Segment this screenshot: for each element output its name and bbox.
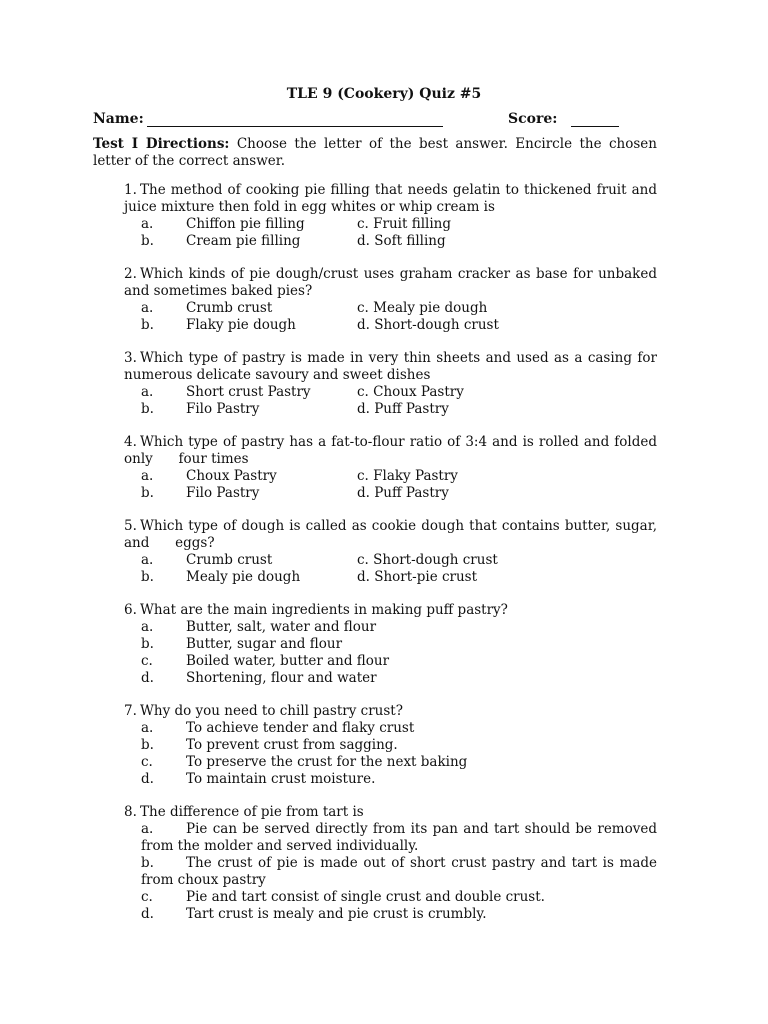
directions-text: Choose the letter of the best answer. Encircle the chosen letter of the correct answer. [93, 136, 657, 169]
option-letter[interactable]: a. [141, 821, 154, 837]
option-row [124, 552, 657, 569]
option-text: Filo Pastry [186, 485, 260, 501]
option-text: Short crust Pastry [186, 384, 311, 400]
option-letter[interactable]: b. [141, 485, 154, 501]
option-text: Butter, sugar and flour [186, 636, 343, 652]
option-text: Shortening, flour and water [186, 670, 377, 686]
option-row [124, 300, 657, 317]
score-label: Score: [508, 111, 558, 127]
option-letter[interactable]: b. [141, 401, 154, 417]
question-number: 4. [124, 434, 137, 450]
option-row [124, 720, 657, 737]
option-text: Crumb crust [186, 552, 273, 568]
option-letter[interactable]: c. [141, 889, 153, 905]
option-right[interactable]: c. Mealy pie dough [357, 300, 488, 316]
option-letter[interactable]: d. [141, 771, 154, 787]
question-stem [124, 434, 662, 468]
option-left [124, 384, 357, 401]
question-number: 3. [124, 350, 137, 366]
option-letter[interactable]: c. [141, 653, 153, 669]
option-letter[interactable]: c. [141, 754, 153, 770]
option-row [124, 653, 657, 670]
option-row [124, 636, 657, 653]
option-letter[interactable]: b. [141, 233, 154, 249]
question-number: 6. [124, 602, 137, 618]
option-letter[interactable]: d. [141, 906, 154, 922]
option-right[interactable]: c. Flaky Pastry [357, 468, 458, 484]
question-stem [124, 602, 657, 619]
question-number: 2. [124, 266, 137, 282]
question-item [124, 518, 662, 586]
option-text: Crumb crust [186, 300, 273, 316]
option-letter[interactable]: b. [141, 737, 154, 753]
option-row [124, 771, 657, 788]
option-right[interactable]: d. Puff Pastry [357, 401, 449, 417]
option-row [124, 468, 657, 485]
question-text: The difference of pie from tart is [140, 804, 364, 820]
question-text: Which kinds of pie dough/crust uses graham cracker as base for unbaked and sometimes baked pies? [124, 266, 662, 299]
option-row [124, 317, 657, 334]
name-label: Name: [93, 111, 144, 127]
option-letter[interactable]: d. [141, 670, 154, 686]
option-left [124, 485, 357, 502]
question-number: 5. [124, 518, 137, 534]
option-row [124, 821, 657, 855]
option-letter[interactable]: a. [141, 216, 154, 232]
option-right[interactable]: c. Choux Pastry [357, 384, 464, 400]
name-blank[interactable] [147, 111, 443, 127]
option-left [124, 401, 357, 418]
score-blank[interactable] [571, 111, 619, 127]
option-right[interactable]: d. Soft filling [357, 233, 446, 249]
option-row [124, 233, 657, 250]
option-text: Flaky pie dough [186, 317, 296, 333]
question-item [124, 182, 662, 250]
option-row [124, 401, 657, 418]
option-text: Tart crust is mealy and pie crust is crumbly. [186, 906, 487, 922]
question-number: 7. [124, 703, 137, 719]
option-text: To preserve the crust for the next baking [186, 754, 468, 770]
option-row [124, 619, 657, 636]
option-text: The crust of pie is made out of short crust pastry and tart is made from choux pastry [141, 855, 657, 888]
question-stem [124, 350, 662, 384]
question-item [124, 266, 662, 334]
option-right[interactable]: d. Short-dough crust [357, 317, 499, 333]
option-text: Chiffon pie filling [186, 216, 305, 232]
option-letter[interactable]: a. [141, 384, 154, 400]
option-letter[interactable]: a. [141, 300, 154, 316]
option-right[interactable]: d. Puff Pastry [357, 485, 449, 501]
option-text: Mealy pie dough [186, 569, 301, 585]
option-row [124, 384, 657, 401]
option-text: Boiled water, butter and flour [186, 653, 390, 669]
option-row [124, 216, 657, 233]
option-text: To maintain crust moisture. [186, 771, 376, 787]
question-item [124, 804, 657, 923]
question-text: What are the main ingredients in making puff pastry? [140, 602, 508, 618]
option-left [124, 569, 357, 586]
option-left [124, 317, 357, 334]
option-row [124, 906, 657, 923]
option-text: Butter, salt, water and flour [186, 619, 377, 635]
question-number: 1. [124, 182, 137, 198]
option-letter[interactable]: b. [141, 317, 154, 333]
option-right[interactable]: c. Short-dough crust [357, 552, 498, 568]
question-item [124, 350, 662, 418]
directions-label: Test I Directions: [93, 136, 230, 152]
option-letter[interactable]: b. [141, 569, 154, 585]
question-text: Which type of pastry is made in very thin sheets and used as a casing for numerous delicate savoury and sweet dishes [124, 350, 662, 383]
option-left [124, 552, 357, 569]
option-letter[interactable]: a. [141, 468, 154, 484]
option-text: Pie and tart consist of single crust and double crust. [186, 889, 545, 905]
directions [93, 136, 657, 170]
option-letter[interactable]: a. [141, 720, 154, 736]
question-item [124, 703, 657, 788]
question-list [124, 182, 662, 939]
option-text: Choux Pastry [186, 468, 277, 484]
question-stem [124, 804, 657, 821]
option-right[interactable]: c. Fruit filling [357, 216, 451, 232]
option-text: Filo Pastry [186, 401, 260, 417]
quiz-title: TLE 9 (Cookery) Quiz #5 [286, 86, 482, 102]
option-left [124, 216, 357, 233]
question-number: 8. [124, 804, 137, 820]
option-letter[interactable]: b. [141, 855, 154, 871]
option-row [124, 855, 657, 889]
question-stem [124, 182, 662, 216]
question-stem [124, 518, 662, 552]
option-row [124, 737, 657, 754]
option-text: To prevent crust from sagging. [186, 737, 398, 753]
option-row [124, 485, 657, 502]
option-left [124, 233, 357, 250]
option-text: Pie can be served directly from its pan and tart should be removed from the molder and served individually. [141, 821, 657, 854]
question-stem [124, 703, 657, 720]
question-item [124, 434, 662, 502]
option-text: Cream pie filling [186, 233, 301, 249]
question-text: The method of cooking pie filling that needs gelatin to thickened fruit and juice mixture then fold in egg whites or whip cream is [124, 182, 662, 215]
name-score-row [93, 111, 657, 129]
option-letter[interactable]: a. [141, 619, 154, 635]
question-stem [124, 266, 662, 300]
question-text: Which type of dough is called as cookie dough that contains butter, sugar, and eggs? [124, 518, 662, 551]
option-row [124, 754, 657, 771]
option-left [124, 468, 357, 485]
option-letter[interactable]: a. [141, 552, 154, 568]
option-row [124, 889, 657, 906]
option-row [124, 569, 657, 586]
option-left [124, 300, 357, 317]
option-text: To achieve tender and flaky crust [186, 720, 415, 736]
option-letter[interactable]: b. [141, 636, 154, 652]
option-row [124, 670, 657, 687]
option-right[interactable]: d. Short-pie crust [357, 569, 478, 585]
question-item [124, 602, 657, 687]
question-text: Which type of pastry has a fat-to-flour ratio of 3:4 and is rolled and folded only four times [124, 434, 662, 467]
question-text: Why do you need to chill pastry crust? [140, 703, 403, 719]
